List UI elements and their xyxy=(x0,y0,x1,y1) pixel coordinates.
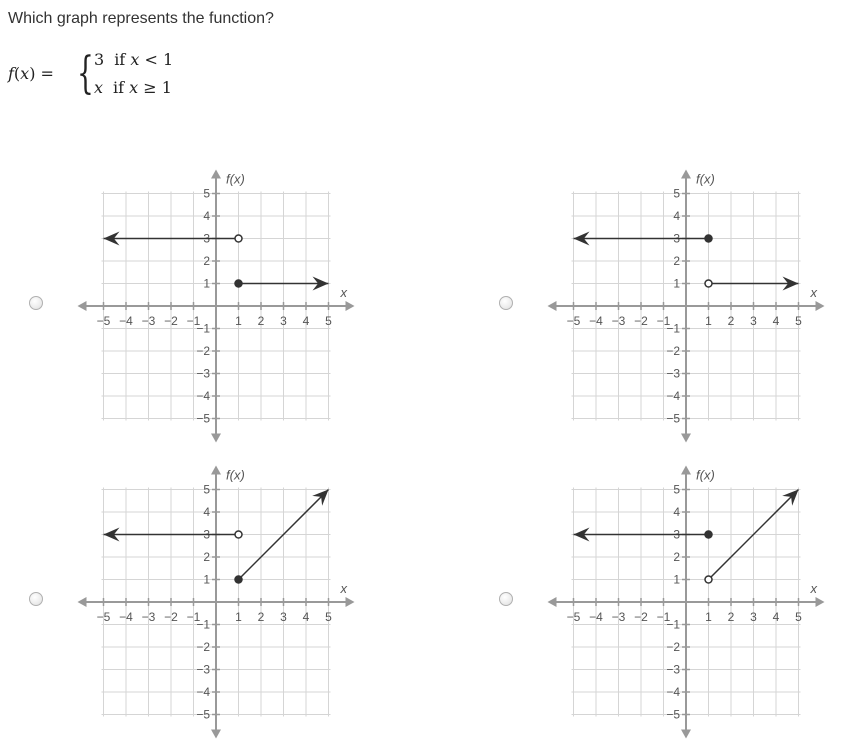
y-tick-label: 4 xyxy=(203,209,210,223)
y-tick-label: −4 xyxy=(666,685,680,699)
axis-arrowhead-icon xyxy=(211,730,221,739)
function-variable: x xyxy=(20,64,30,83)
case-2-variable: x xyxy=(129,78,139,97)
x-tick-label: 3 xyxy=(750,610,757,624)
radio-button-option-2[interactable] xyxy=(499,296,513,310)
series-1 xyxy=(574,232,713,246)
graph-option-2 xyxy=(530,171,817,442)
y-tick-label: 1 xyxy=(203,572,210,587)
y-tick-label: −2 xyxy=(196,344,210,358)
x-tick-label: 4 xyxy=(302,314,310,328)
x-tick-label: −2 xyxy=(164,610,178,624)
x-tick-label: −4 xyxy=(119,610,133,624)
series-1 xyxy=(574,528,713,542)
closed-endpoint xyxy=(235,280,242,287)
series-2 xyxy=(705,277,799,291)
x-tick-label: 3 xyxy=(750,314,757,328)
x-tick-label: −3 xyxy=(141,314,156,328)
series-1 xyxy=(104,232,243,246)
axis-arrowhead-icon xyxy=(816,301,825,311)
graph-option-1 xyxy=(60,171,347,442)
x-tick-label: −4 xyxy=(589,314,603,328)
x-tick-label: −4 xyxy=(589,610,603,624)
axes xyxy=(78,170,355,443)
axis-arrowhead-icon xyxy=(211,434,221,443)
axis-arrowhead-icon xyxy=(681,434,691,443)
open-endpoint xyxy=(705,576,712,583)
case-2-condition: ≥ 1 xyxy=(143,78,172,97)
function-name: f xyxy=(8,64,14,83)
radio-button-option-1[interactable] xyxy=(29,296,43,310)
x-tick-label: 2 xyxy=(727,610,735,624)
x-tick-label: −5 xyxy=(96,610,111,624)
x-tick-label: −5 xyxy=(566,610,581,624)
x-axis-label: x xyxy=(340,285,347,300)
x-tick-label: −3 xyxy=(611,610,626,624)
y-tick-label: −5 xyxy=(196,411,210,426)
y-tick-label: 1 xyxy=(203,276,210,291)
y-axis-label: f(x) xyxy=(696,467,715,483)
open-endpoint xyxy=(235,531,242,538)
axes xyxy=(548,170,825,443)
x-tick-label: 1 xyxy=(235,610,242,624)
formula-case-1 xyxy=(94,50,173,69)
y-tick-label: 3 xyxy=(203,231,210,246)
x-tick-label: −1 xyxy=(656,314,671,328)
y-tick-label: 4 xyxy=(673,505,680,519)
axis-arrowhead-icon xyxy=(548,597,557,607)
y-tick-label: −2 xyxy=(196,640,210,654)
graph-option-3 xyxy=(60,467,347,738)
y-axis-label: f(x) xyxy=(696,171,715,187)
x-tick-label: 4 xyxy=(772,610,780,624)
y-tick-label: −4 xyxy=(666,389,680,403)
y-axis-label: f(x) xyxy=(226,171,245,187)
series-1 xyxy=(104,528,243,542)
series-2 xyxy=(235,490,329,584)
y-tick-label: 3 xyxy=(673,231,680,246)
graph-option-4 xyxy=(530,467,817,738)
y-tick-label: 2 xyxy=(673,254,680,268)
x-tick-label: 1 xyxy=(235,314,242,328)
radio-button-option-3[interactable] xyxy=(29,592,43,606)
y-tick-label: −5 xyxy=(666,411,680,426)
y-tick-label: −5 xyxy=(666,707,680,722)
axes xyxy=(548,466,825,739)
case-1-value: 3 xyxy=(94,50,105,69)
left-brace: { xyxy=(77,48,94,99)
y-tick-label: 5 xyxy=(203,186,210,201)
x-tick-label: −5 xyxy=(96,314,111,328)
y-tick-label: −1 xyxy=(196,321,210,336)
x-tick-label: −2 xyxy=(634,610,648,624)
axis-arrowhead-icon xyxy=(681,466,691,475)
series-2 xyxy=(705,490,799,584)
x-tick-label: 2 xyxy=(727,314,735,328)
y-tick-label: 2 xyxy=(203,550,210,564)
x-tick-label: 1 xyxy=(705,314,712,328)
axis-arrowhead-icon xyxy=(681,730,691,739)
x-tick-label: 3 xyxy=(280,610,287,624)
y-tick-label: −1 xyxy=(666,617,680,632)
x-tick-label: 5 xyxy=(795,610,802,624)
series-2 xyxy=(235,277,329,291)
y-tick-label: 3 xyxy=(203,527,210,542)
y-tick-label: 5 xyxy=(673,482,680,497)
x-tick-label: 4 xyxy=(772,314,780,328)
y-tick-label: −2 xyxy=(666,344,680,358)
x-axis-label: x xyxy=(810,285,817,300)
case-2-value: x xyxy=(94,78,104,97)
x-tick-label: 4 xyxy=(302,610,310,624)
x-tick-label: 2 xyxy=(257,314,265,328)
case-1-variable: x xyxy=(130,50,140,69)
closed-endpoint xyxy=(705,235,712,242)
case-1-condition: < 1 xyxy=(144,50,174,69)
axis-arrowhead-icon xyxy=(211,466,221,475)
y-tick-label: −4 xyxy=(196,685,210,699)
x-tick-label: −3 xyxy=(611,314,626,328)
x-tick-label: −5 xyxy=(566,314,581,328)
y-tick-label: −1 xyxy=(666,321,680,336)
y-tick-label: 5 xyxy=(673,186,680,201)
case-2-if: if xyxy=(113,78,125,97)
x-tick-label: −1 xyxy=(186,610,201,624)
axis-arrowhead-icon xyxy=(548,301,557,311)
y-tick-label: −2 xyxy=(666,640,680,654)
formula-lhs xyxy=(8,64,54,83)
x-tick-label: −2 xyxy=(634,314,648,328)
y-tick-label: −3 xyxy=(666,662,680,677)
x-tick-label: 5 xyxy=(325,610,332,624)
y-tick-label: 1 xyxy=(673,276,680,291)
y-tick-label: 5 xyxy=(203,482,210,497)
open-endpoint xyxy=(705,280,712,287)
y-tick-label: −4 xyxy=(196,389,210,403)
x-tick-label: −3 xyxy=(141,610,156,624)
axis-arrowhead-icon xyxy=(78,597,87,607)
y-tick-label: 3 xyxy=(673,527,680,542)
case-1-if: if xyxy=(114,50,126,69)
x-tick-label: −1 xyxy=(186,314,201,328)
y-tick-label: −3 xyxy=(196,366,210,381)
x-tick-label: 3 xyxy=(280,314,287,328)
y-tick-label: 2 xyxy=(673,550,680,564)
axis-arrowhead-icon xyxy=(816,597,825,607)
y-tick-label: −5 xyxy=(196,707,210,722)
y-tick-label: −1 xyxy=(196,617,210,632)
y-tick-label: 4 xyxy=(203,505,210,519)
x-tick-label: 1 xyxy=(705,610,712,624)
axis-arrowhead-icon xyxy=(211,170,221,179)
y-tick-label: 4 xyxy=(673,209,680,223)
axis-arrowhead-icon xyxy=(681,170,691,179)
y-tick-label: −3 xyxy=(666,366,680,381)
radio-button-option-4[interactable] xyxy=(499,592,513,606)
axis-arrowhead-icon xyxy=(78,301,87,311)
formula-case-2 xyxy=(94,78,172,97)
closed-endpoint xyxy=(235,576,242,583)
x-tick-label: 5 xyxy=(795,314,802,328)
x-tick-label: 2 xyxy=(257,610,265,624)
x-axis-label: x xyxy=(340,581,347,596)
x-tick-label: 5 xyxy=(325,314,332,328)
x-tick-label: −1 xyxy=(656,610,671,624)
equals-sign: = xyxy=(35,64,54,83)
y-tick-label: 1 xyxy=(673,572,680,587)
open-paren: ( xyxy=(13,64,21,83)
question-text: Which graph represents the function? xyxy=(8,10,274,27)
x-tick-label: −4 xyxy=(119,314,133,328)
y-tick-label: −3 xyxy=(196,662,210,677)
closed-endpoint xyxy=(705,531,712,538)
y-tick-label: 2 xyxy=(203,254,210,268)
axes xyxy=(78,466,355,739)
close-paren: ) xyxy=(29,64,36,83)
open-endpoint xyxy=(235,235,242,242)
x-axis-label: x xyxy=(810,581,817,596)
axis-arrowhead-icon xyxy=(346,301,355,311)
x-tick-label: −2 xyxy=(164,314,178,328)
axis-arrowhead-icon xyxy=(346,597,355,607)
y-axis-label: f(x) xyxy=(226,467,245,483)
